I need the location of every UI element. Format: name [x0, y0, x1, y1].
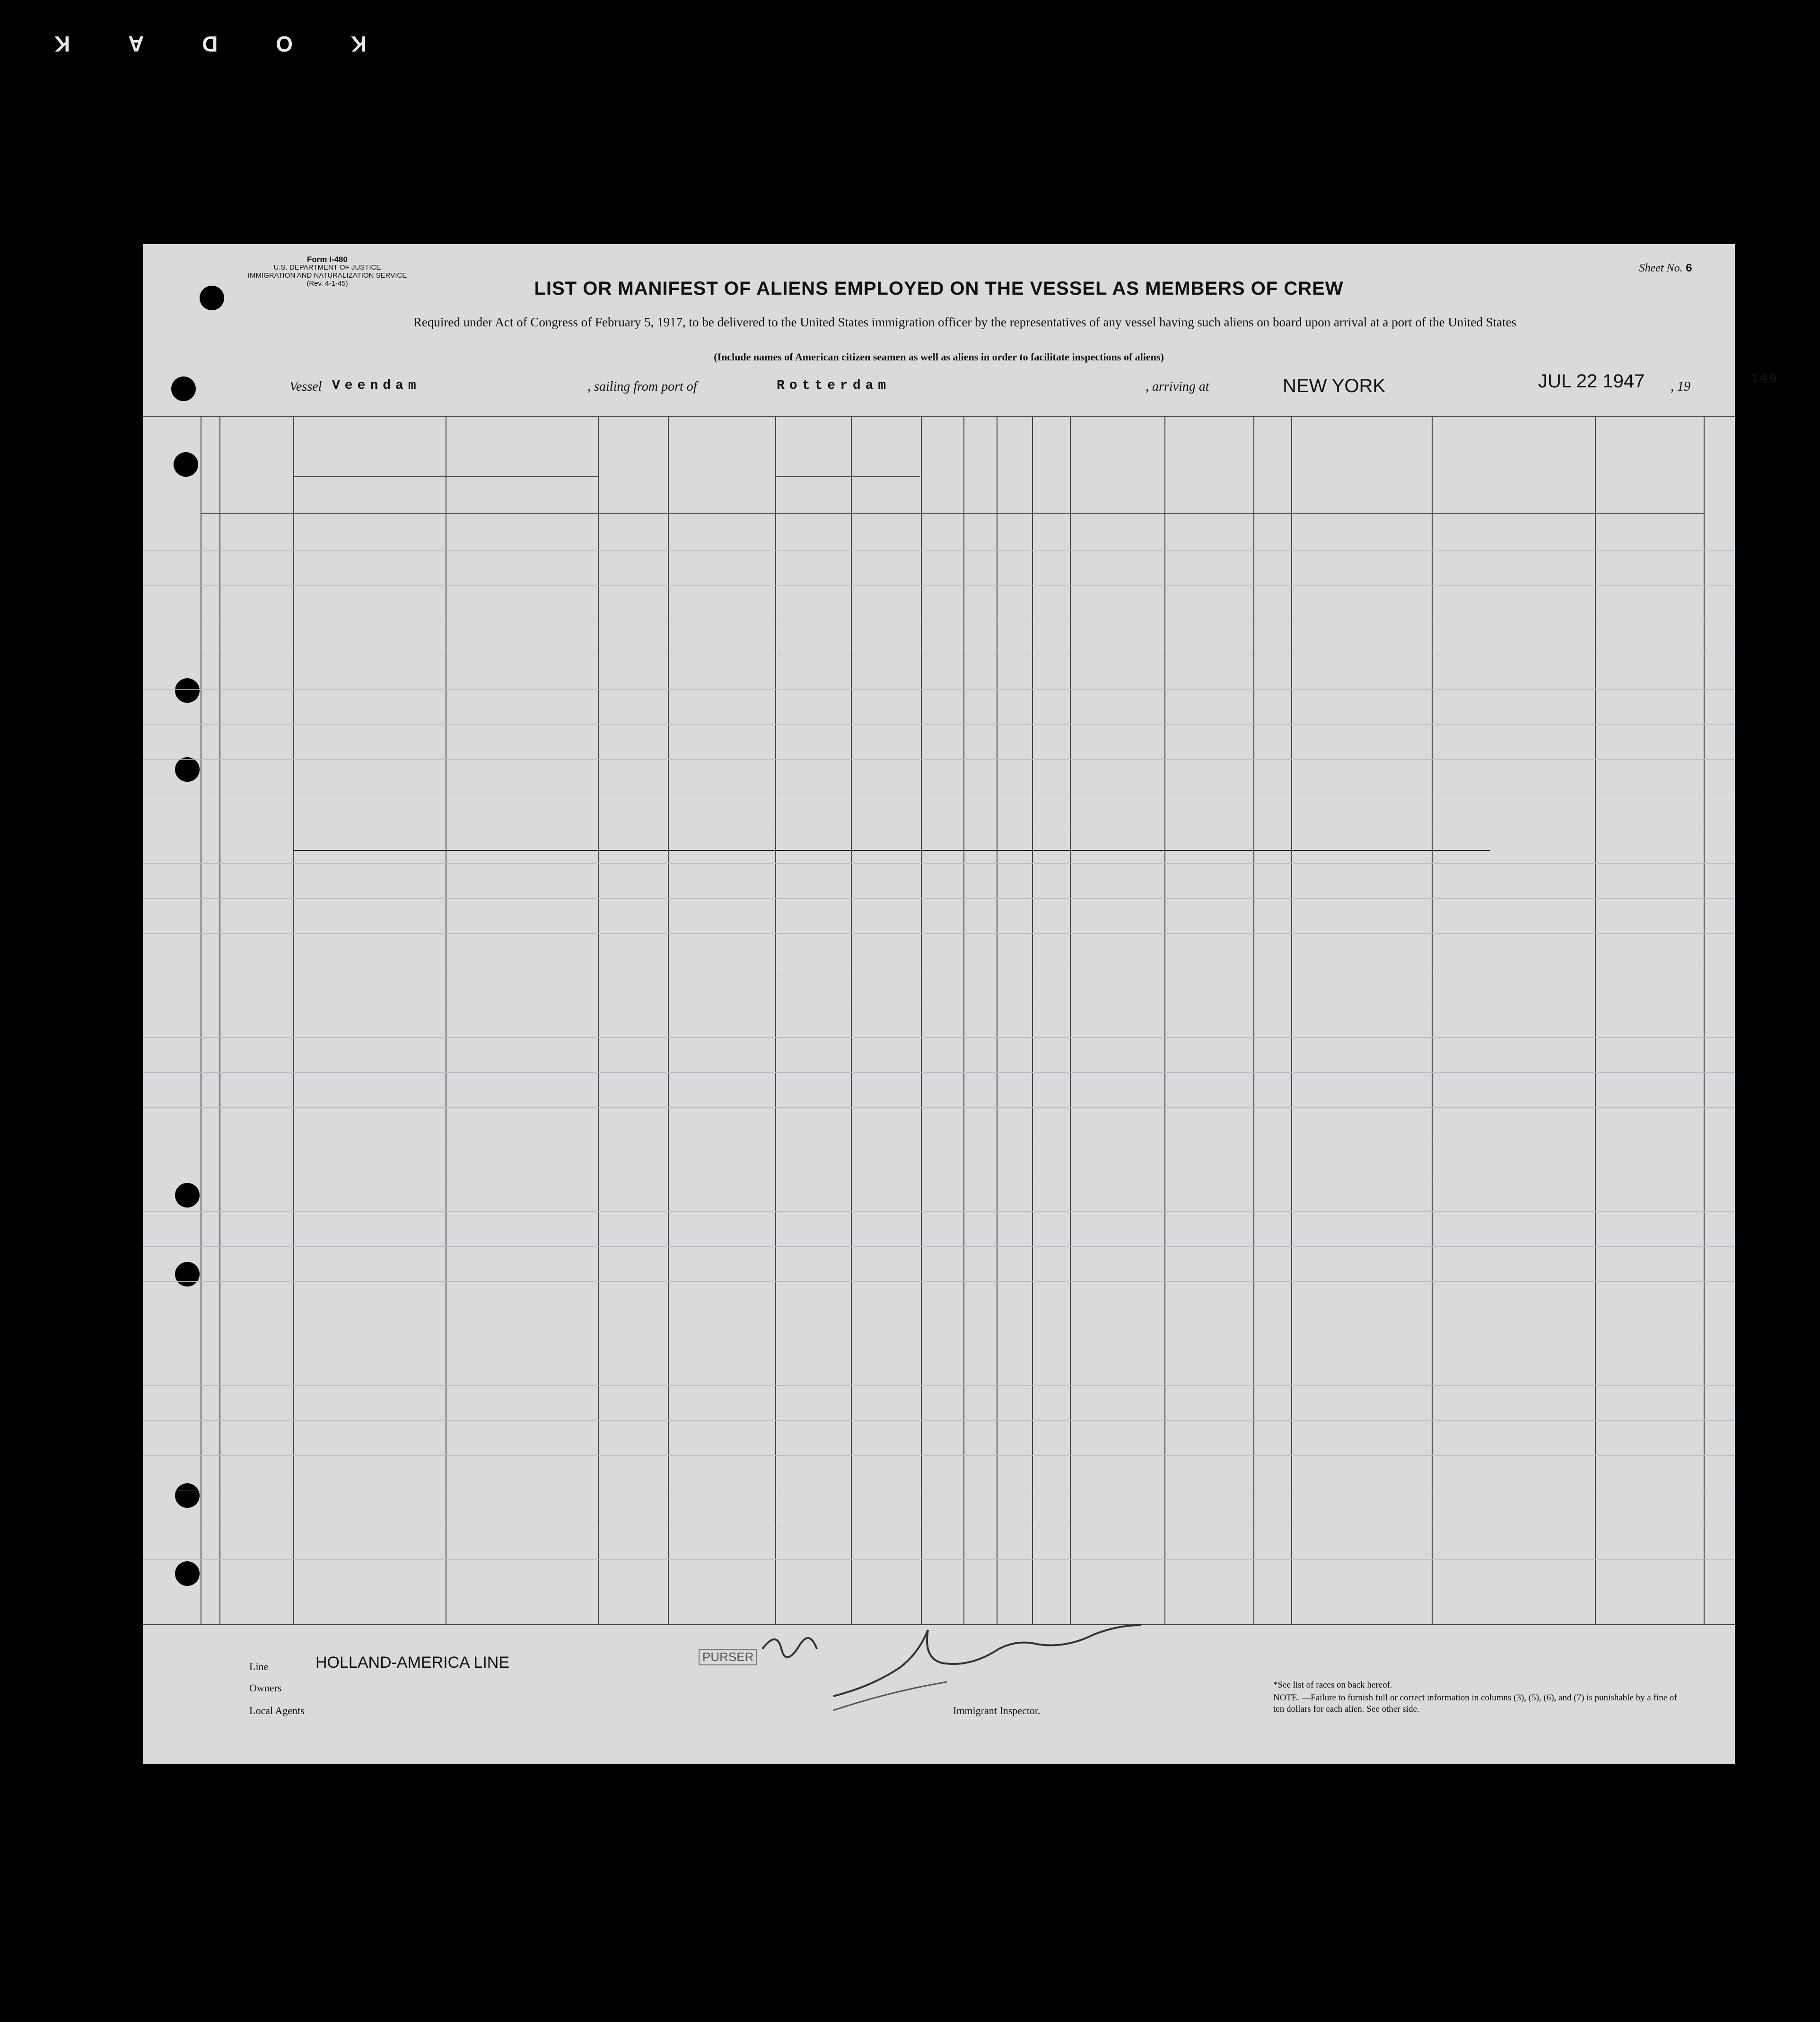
film-brand-letter: A [128, 32, 144, 56]
stamp-number: 149 [1751, 372, 1778, 386]
column-divider [1032, 416, 1033, 1624]
departure-port: Rotterdam [777, 378, 891, 393]
column-divider [1291, 416, 1292, 1624]
department: U.S. DEPARTMENT OF JUSTICE [273, 263, 381, 271]
service-name: IMMIGRATION AND NATURALIZATION SERVICE [247, 271, 407, 280]
film-brand-letter: D [202, 32, 218, 56]
row-rule [143, 1211, 1735, 1212]
shipped-subheader-rule [775, 476, 920, 477]
row-rule [143, 1420, 1735, 1421]
vessel-label: Vessel [289, 379, 322, 394]
line-value: HOLLAND-AMERICA LINE [315, 1654, 509, 1672]
year-label: , 19 [1671, 379, 1690, 394]
row-rule [143, 1072, 1735, 1073]
column-divider [1432, 416, 1433, 1624]
row-rule [143, 689, 1735, 690]
races-note: *See list of races on back hereof. [1273, 1680, 1392, 1690]
arriving-label: , arriving at [1146, 379, 1209, 394]
column-divider [921, 416, 922, 1624]
penalty-note: NOTE. —Failure to furnish full or correct information in columns (3), (5), (6), and (7) is punishable by a fine of ten dollars for each alien. See other side. [1273, 1693, 1677, 1714]
column-divider [293, 416, 294, 1624]
row-rule [143, 1281, 1735, 1282]
vessel-name: Veendam [332, 378, 421, 393]
crew-table [143, 416, 1735, 1624]
row-rule [143, 1559, 1735, 1560]
column-divider [1164, 416, 1165, 1624]
row-rule [143, 724, 1735, 725]
film-edge-marking [54, 31, 367, 57]
sheet-value: 6 [1685, 263, 1692, 275]
inspector-signature [833, 1625, 1141, 1696]
row-rule [143, 759, 1735, 760]
revision: (Rev. 4-1-45) [306, 280, 348, 288]
signatures [616, 1616, 1269, 1724]
row-rule [143, 933, 1735, 934]
cancel-strike [293, 850, 1490, 851]
arrival-date: JUL 22 1947 [1538, 371, 1645, 392]
subtitle-note: (Include names of American citizen seamen as well as aliens in order to facilitate inspections of aliens) [714, 351, 1164, 363]
manifest-sheet [143, 244, 1778, 1764]
row-rule [143, 1037, 1735, 1038]
subtitle: Required under Act of Congress of February 5, 1917, to be delivered to the United States immigration officer by the representatives of any vessel having such aliens on board upon arrival at a port of the United States [413, 315, 1517, 329]
initials-signature [762, 1638, 817, 1657]
film-brand-letter: K [54, 32, 70, 56]
film-brand-letter: K [350, 32, 367, 56]
inspector-label: Immigrant Inspector. [953, 1705, 1041, 1716]
column-divider [997, 416, 998, 1624]
signature-flourish [833, 1682, 947, 1710]
local-agents-label: Local Agents [249, 1705, 305, 1716]
voyage-line [252, 371, 1778, 397]
row-rule [143, 1385, 1735, 1386]
column-divider [219, 416, 220, 1624]
row-rule [143, 1107, 1735, 1108]
shipped-split [851, 476, 852, 1624]
row-rule [143, 1246, 1735, 1247]
row-rule [143, 898, 1735, 899]
line-label: Line [249, 1661, 269, 1672]
form-number: Form I-480 [307, 255, 348, 264]
column-divider [1070, 416, 1071, 1624]
row-rule [143, 863, 1735, 864]
port-label: , sailing from port of [587, 379, 697, 394]
column-divider [1253, 416, 1254, 1624]
column-divider [668, 416, 669, 1624]
arrival-port: NEW YORK [1283, 376, 1386, 396]
sheet-number [1639, 262, 1692, 275]
row-rule [143, 1455, 1735, 1456]
table-top-rule [143, 416, 1735, 417]
column-divider [598, 416, 599, 1624]
column-divider [775, 416, 776, 1624]
column-divider [1704, 416, 1705, 1624]
film-brand-letter: O [276, 32, 293, 56]
column-divider [1595, 416, 1596, 1624]
owners-label: Owners [249, 1682, 282, 1694]
row-rule [143, 585, 1735, 586]
column-divider [963, 416, 964, 1624]
header-rule [201, 513, 1704, 514]
sheet-label: Sheet No. [1639, 262, 1683, 274]
page-title: LIST OR MANIFEST OF ALIENS EMPLOYED ON THE VESSEL AS MEMBERS OF CREW [534, 278, 1344, 299]
purser-stamp: PURSER [699, 1649, 757, 1665]
punch-hole [171, 376, 196, 401]
row-rule [143, 550, 1735, 551]
